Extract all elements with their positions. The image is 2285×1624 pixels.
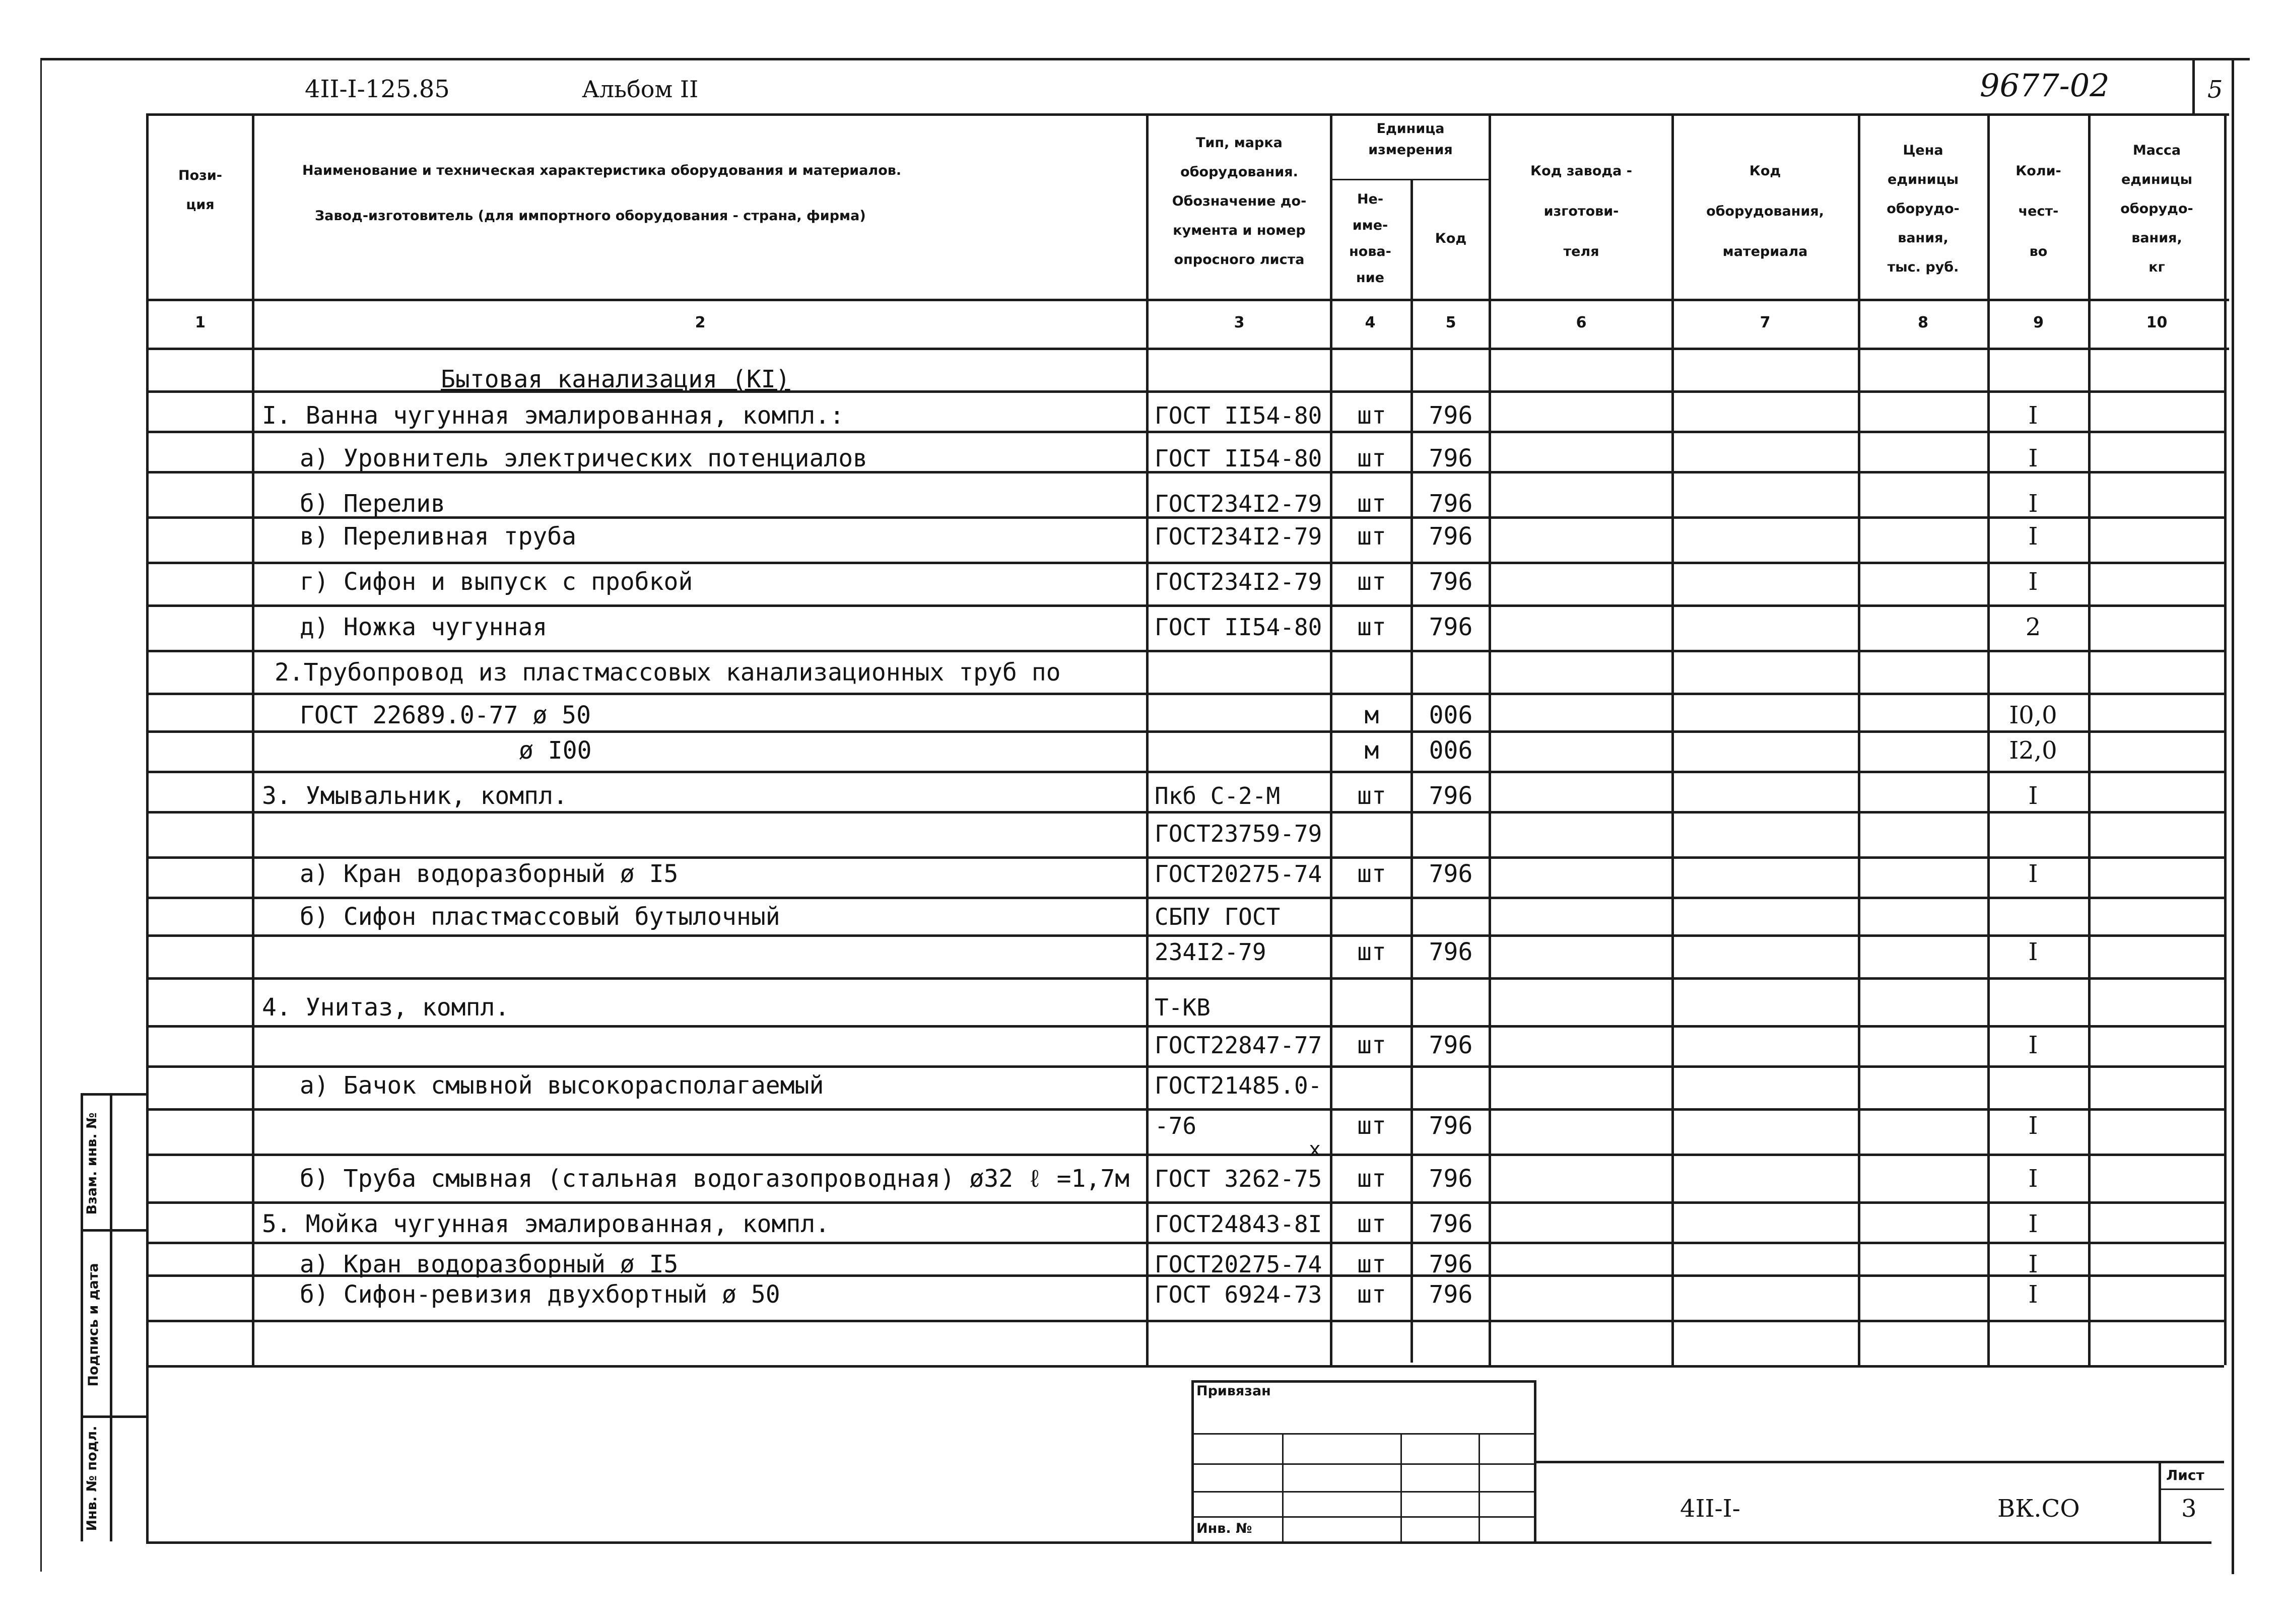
col45-group-header: Единица измерения <box>1368 121 1453 158</box>
row-18-qty: I <box>2028 1112 2038 1140</box>
row-5-name: г) Сифон и выпуск с пробкой <box>300 568 693 596</box>
side-stamp-sign-date: Подпись и дата <box>86 1263 101 1387</box>
row-19-qty: I <box>2028 1165 2038 1193</box>
col9-header: Коли- чест- во <box>2015 163 2061 259</box>
row-line <box>146 1320 2224 1322</box>
row-line <box>146 1065 2224 1068</box>
row-line <box>146 730 2224 733</box>
col6-header: Код завода - изготови- теля <box>1530 163 1632 259</box>
row-20-unit: шт <box>1357 1210 1386 1238</box>
row-5-code: 796 <box>1429 568 1473 596</box>
row-3-code: 796 <box>1429 490 1473 518</box>
titleblock-row1 <box>1191 1433 1534 1435</box>
stamp-doc-mark: ВК.СО <box>1997 1495 2080 1523</box>
row-18-type: -76 <box>1155 1112 1197 1139</box>
row-18-unit: шт <box>1357 1112 1386 1140</box>
row-6-unit: шт <box>1357 613 1386 641</box>
frame-top <box>40 58 2250 60</box>
colnum-bottom <box>146 348 2229 350</box>
col2-header-line1: Наименование и техническая характеристика оборудования и материалов. <box>302 163 902 178</box>
row-21-type: ГОСТ20275-74 <box>1155 1251 1322 1278</box>
stamp-sheet-label: Лист <box>2166 1467 2204 1483</box>
titleblock-col1 <box>1282 1433 1284 1541</box>
row-13-name: б) Сифон пластмассовый бутылочный <box>300 903 780 931</box>
row-4-name: в) Переливная труба <box>300 522 577 551</box>
row-line <box>146 604 2224 607</box>
row-22-name: б) Сифон-ревизия двухбортный ø 50 <box>300 1280 780 1309</box>
row-4-code: 796 <box>1429 522 1473 551</box>
row-4-qty: I <box>2028 522 2038 551</box>
col-sep-9-10 <box>2088 113 2091 1365</box>
col-sep-2-3 <box>1146 113 1149 1365</box>
col-right-border <box>2224 113 2227 1365</box>
row-5-unit: шт <box>1357 568 1386 596</box>
titleblock-row4 <box>1191 1516 1534 1518</box>
row-22-qty: I <box>2028 1280 2038 1309</box>
colnum-3: 3 <box>1234 314 1245 331</box>
frame-right <box>2232 58 2234 1574</box>
col10-header: Масса единицы оборудо- вания, кг <box>2120 143 2193 275</box>
colnum-9: 9 <box>2033 314 2044 331</box>
row-10-type: Пкб С-2-М <box>1155 782 1281 809</box>
titleblock-col3 <box>1478 1433 1480 1541</box>
section-title: Бытовая канализация (КI) <box>441 365 790 393</box>
row-15-type: Т-КВ <box>1155 994 1211 1021</box>
colnum-6: 6 <box>1576 314 1587 331</box>
colnum-2: 2 <box>695 314 706 331</box>
row-8-qty: I0,0 <box>2009 701 2057 729</box>
row-13-type: СБПУ ГОСТ <box>1155 903 1281 930</box>
row-line <box>146 1201 2224 1204</box>
row-16-type: ГОСТ22847-77 <box>1155 1032 1322 1059</box>
row-10-qty: I <box>2028 782 2038 810</box>
header-doc-code: 4II-I-125.85 <box>305 75 450 103</box>
colnum-1: 1 <box>195 314 206 331</box>
row-2-code: 796 <box>1429 444 1473 472</box>
row-line <box>146 693 2224 695</box>
row-7-name: 2.Трубопровод из пластмассовых канализационных труб по <box>275 658 1061 687</box>
stamp-inv-no: Инв. № <box>1196 1521 1252 1536</box>
row-9-unit: м <box>1364 736 1379 765</box>
row-15-name: 4. Унитаз, компл. <box>262 993 510 1022</box>
titleblock-row2 <box>1191 1463 1534 1465</box>
row-22-unit: шт <box>1357 1280 1386 1309</box>
row-line <box>146 562 2224 564</box>
col4-header: Не- име- нова- ние <box>1349 191 1391 286</box>
row-22-code: 796 <box>1429 1280 1473 1309</box>
row-line <box>146 897 2224 899</box>
row-20-qty: I <box>2028 1210 2038 1238</box>
row-line <box>146 1365 2224 1368</box>
stamp-privyazan: Привязан <box>1196 1383 1271 1399</box>
header-bottom <box>146 299 2229 301</box>
colnum-10: 10 <box>2146 314 2168 331</box>
row-line <box>146 1025 2224 1028</box>
row-5-type: ГОСТ234I2-79 <box>1155 568 1322 595</box>
stamp-doc-code: 4II-I- <box>1680 1495 1740 1523</box>
row-8-unit: м <box>1364 701 1379 729</box>
row-9-code: 006 <box>1429 736 1473 765</box>
row-14-code: 796 <box>1429 938 1473 966</box>
row-18-code: 796 <box>1429 1112 1473 1140</box>
sheet-box-left <box>2159 1461 2161 1541</box>
titleblock-main-top <box>1534 1461 2224 1463</box>
sheet-box-sep <box>2159 1488 2224 1490</box>
row-8-code: 006 <box>1429 701 1473 729</box>
row-1-type: ГОСТ II54-80 <box>1155 402 1322 429</box>
row-1-qty: I <box>2028 401 2038 430</box>
row-1-code: 796 <box>1429 401 1473 430</box>
row-6-type: ГОСТ II54-80 <box>1155 614 1322 641</box>
col1-header: Пози- ция <box>178 168 222 213</box>
row-2-name: а) Уровнитель электрических потенциалов <box>300 444 868 472</box>
row-19-unit: шт <box>1357 1165 1386 1193</box>
corner-divider <box>2192 58 2195 116</box>
row-2-qty: I <box>2028 444 2038 472</box>
row-12-qty: I <box>2028 860 2038 888</box>
row-20-code: 796 <box>1429 1210 1473 1238</box>
row-10-unit: шт <box>1357 782 1386 810</box>
row-3-qty: I <box>2028 490 2038 518</box>
col-sep-6-7 <box>1671 113 1674 1365</box>
row-line <box>146 431 2224 433</box>
row-19-type: ГОСТ 3262-75 <box>1155 1165 1322 1192</box>
row-6-qty: 2 <box>2025 613 2041 641</box>
header-project-no: 9677-02 <box>1980 67 2110 104</box>
col-sep-7-8 <box>1858 113 1860 1365</box>
row-8-name: ГОСТ 22689.0-77 ø 50 <box>300 701 591 729</box>
row-6-code: 796 <box>1429 613 1473 641</box>
row-12-type: ГОСТ20275-74 <box>1155 860 1322 888</box>
correction-mark: x <box>1309 1138 1321 1161</box>
row-21-code: 796 <box>1429 1250 1473 1278</box>
row-14-type: 234I2-79 <box>1155 938 1266 966</box>
row-11-type: ГОСТ23759-79 <box>1155 820 1322 847</box>
row-5-qty: I <box>2028 568 2038 596</box>
row-1-unit: шт <box>1357 401 1386 430</box>
row-21-unit: шт <box>1357 1250 1386 1278</box>
colnum-8: 8 <box>1918 314 1928 331</box>
row-1-name: I. Ванна чугунная эмалированная, компл.: <box>262 401 844 430</box>
header-sheet-corner: 5 <box>2207 76 2223 104</box>
side-stamp-inv-zam: Взам. инв. № <box>84 1112 100 1215</box>
col7-header: Код оборудования, материала <box>1706 163 1824 259</box>
col-sep-4-5 <box>1410 179 1413 1363</box>
row-14-unit: шт <box>1357 938 1386 966</box>
row-line <box>146 1154 2224 1156</box>
row-16-code: 796 <box>1429 1031 1473 1059</box>
row-9-name: ø I00 <box>519 736 592 765</box>
row-3-name: б) Перелив <box>300 490 445 518</box>
colnum-4: 4 <box>1365 314 1376 331</box>
row-14-qty: I <box>2028 938 2038 966</box>
frame-bottom <box>146 1541 2211 1544</box>
row-10-code: 796 <box>1429 782 1473 810</box>
row-line <box>146 1242 2224 1244</box>
col-sep-3-4 <box>1330 113 1332 1365</box>
row-2-type: ГОСТ II54-80 <box>1155 445 1322 472</box>
row-12-code: 796 <box>1429 860 1473 888</box>
side-stamp-left <box>81 1093 83 1541</box>
side-stamp-inv-podl: Инв. № подл. <box>84 1426 100 1531</box>
col5-header: Код <box>1435 231 1467 246</box>
col-sep-1-2 <box>252 113 254 1365</box>
row-21-name: а) Кран водоразборный ø I5 <box>300 1250 679 1278</box>
row-line <box>146 811 2224 814</box>
row-20-name: 5. Мойка чугунная эмалированная, компл. <box>262 1210 830 1238</box>
side-stamp-mid <box>110 1093 112 1541</box>
colnum-7: 7 <box>1760 314 1771 331</box>
header-album: Альбом II <box>582 76 699 103</box>
table-top <box>146 113 2229 116</box>
row-line <box>146 771 2224 773</box>
row-line <box>146 650 2224 652</box>
row-16-qty: I <box>2028 1031 2038 1059</box>
col3-header: Тип, марка оборудования. Обозначение до- кумента и номер опросного листа <box>1172 135 1307 267</box>
row-9-qty: I2,0 <box>2009 736 2057 765</box>
row-10-name: 3. Умывальник, компл. <box>262 782 568 810</box>
row-17-type: ГОСТ21485.0- <box>1155 1072 1322 1099</box>
row-4-unit: шт <box>1357 522 1386 551</box>
row-19-code: 796 <box>1429 1165 1473 1193</box>
frame-left <box>40 58 42 1572</box>
row-20-type: ГОСТ24843-8I <box>1155 1210 1322 1238</box>
row-line <box>146 977 2224 980</box>
col2-header-line2: Завод-изготовитель (для импортного оборудования - страна, фирма) <box>315 208 866 224</box>
row-19-name: б) Труба смывная (стальная водогазопроводная) ø32 ℓ =1,7м <box>300 1165 1130 1193</box>
row-3-unit: шт <box>1357 490 1386 518</box>
row-6-name: д) Ножка чугунная <box>300 613 548 641</box>
colnum-5: 5 <box>1445 314 1456 331</box>
row-12-unit: шт <box>1357 860 1386 888</box>
titleblock-row3 <box>1191 1491 1534 1493</box>
stamp-sheet-no: 3 <box>2181 1495 2197 1523</box>
col8-header: Цена единицы оборудо- вания, тыс. руб. <box>1887 143 1960 275</box>
row-4-type: ГОСТ234I2-79 <box>1155 523 1322 550</box>
row-3-type: ГОСТ234I2-79 <box>1155 490 1322 517</box>
row-21-qty: I <box>2028 1250 2038 1278</box>
row-16-unit: шт <box>1357 1031 1386 1059</box>
row-2-unit: шт <box>1357 444 1386 472</box>
row-17-name: а) Бачок смывной высокорасполагаемый <box>300 1071 824 1100</box>
col-sep-8-9 <box>1987 113 1990 1365</box>
row-22-type: ГОСТ 6924-73 <box>1155 1281 1322 1308</box>
row-12-name: а) Кран водоразборный ø I5 <box>300 860 679 888</box>
titleblock-col2 <box>1400 1433 1402 1541</box>
col-sep-5-6 <box>1489 113 1491 1365</box>
